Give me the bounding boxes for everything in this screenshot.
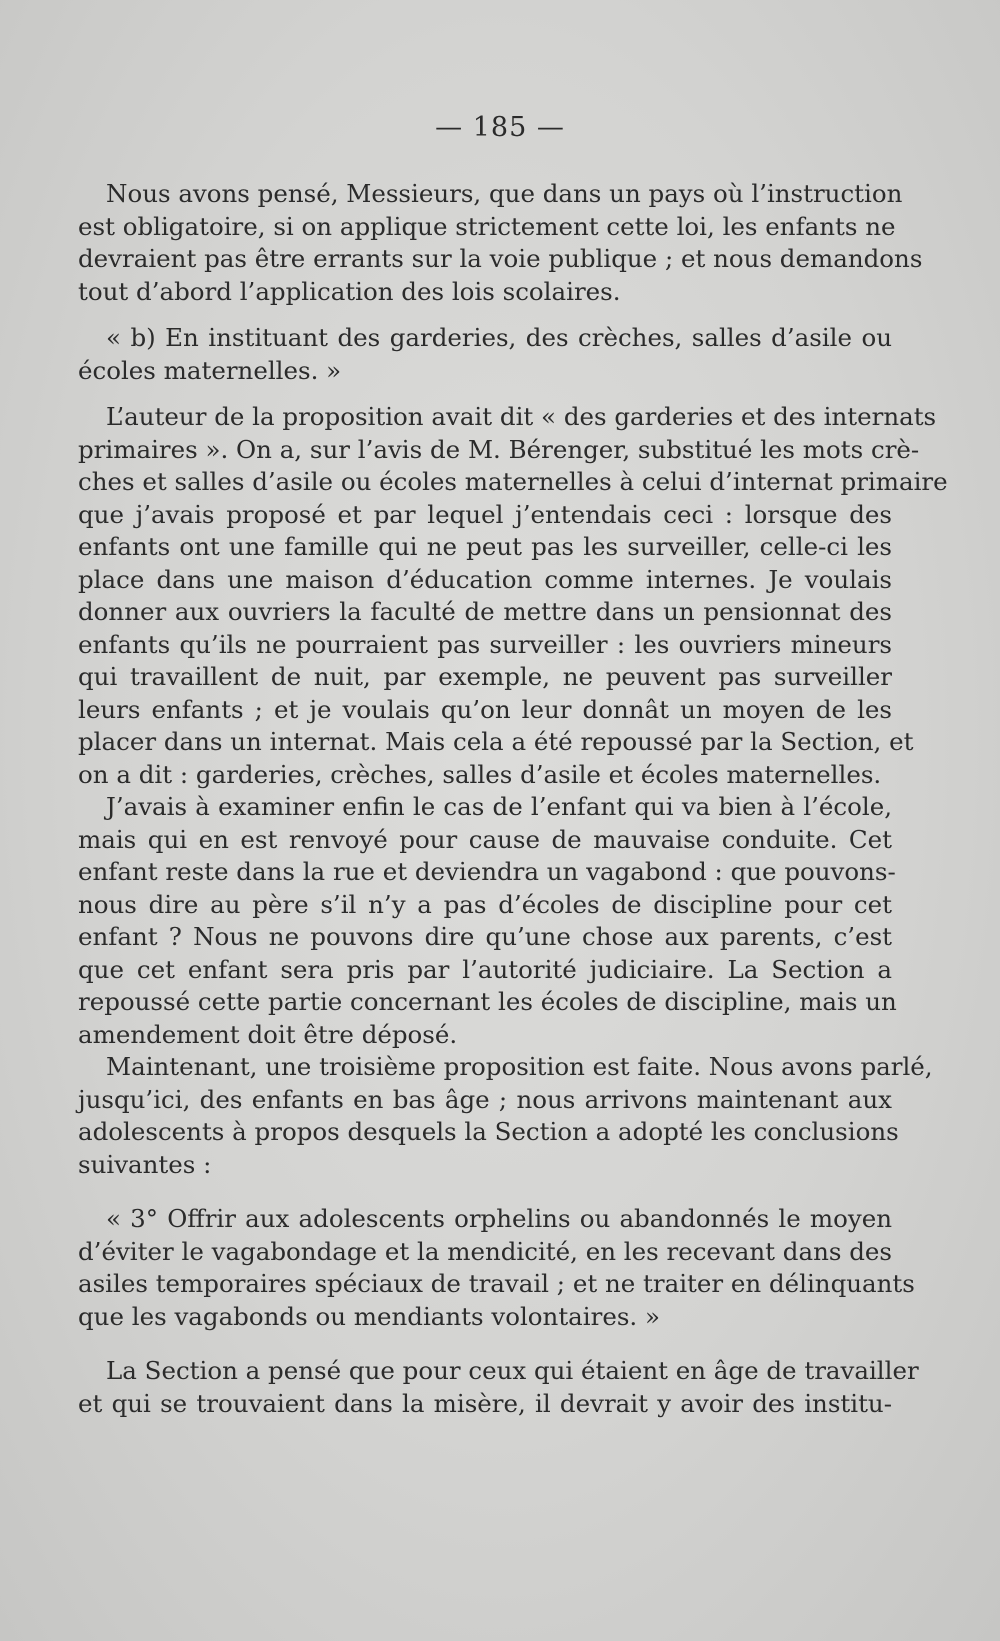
paragraph [78,322,892,387]
text-line: que cet enfant sera pris par l’autorité judiciaire. La Section a [78,954,892,984]
text-line: « 3° Offrir aux adolescents orphelins ou abandonnés le moyen [106,1204,892,1233]
text-line: que les vagabonds ou mendiants volontaires. » [78,1301,660,1331]
text-line: est obligatoire, si on applique strictement cette loi, les enfants ne [78,211,896,241]
paragraph [78,1203,915,1333]
text-line: La Section a pensé que pour ceux qui étaient en âge de travailler [106,1356,919,1385]
text-line: Nous avons pensé, Messieurs, que dans un pays où l’instruction [106,179,903,208]
text-line: adolescents à propos desquels la Section a adopté les conclusions [78,1117,899,1146]
paragraph [78,791,897,1051]
text-line: repoussé cette partie concernant les écoles de discipline, mais un [78,987,897,1016]
text-line: enfant ? Nous ne pouvons dire qu’une chose aux parents, c’est [78,922,892,951]
text-line: ches et salles d’asile ou écoles maternelles à celui d’internat primaire [78,467,948,496]
text-line: amendement doit être déposé. [78,1019,458,1049]
text-line: mais qui en est renvoyé pour cause de mauvaise conduite. Cet [78,824,892,854]
text-line: jusqu’ici, des enfants en bas âge ; nous arrivons maintenant aux [78,1084,892,1114]
text-line: donner aux ouvriers la faculté de mettre dans un pensionnat des [78,597,892,626]
text-line: devraient pas être errants sur la voie publique ; et nous demandons [78,244,923,273]
text-line: écoles maternelles. » [78,355,342,385]
text-line: L’auteur de la proposition avait dit « des garderies et des internats [106,402,937,431]
text-line: que j’avais proposé et par lequel j’entendais ceci : lorsque des [78,499,892,529]
text-line: « b) En instituant des garderies, des crèches, salles d’asile ou [106,323,892,352]
paragraph [78,1355,919,1420]
text-line: qui travaillent de nuit, par exemple, ne peuvent pas surveiller [78,662,892,691]
text-line: tout d’abord l’application des lois scolaires. [78,276,621,306]
text-line: on a dit : garderies, crèches, salles d’asile et écoles maternelles. [78,759,882,789]
text-line: asiles temporaires spéciaux de travail ; et ne traiter en délinquants [78,1269,915,1298]
text-line: primaires ». On a, sur l’avis de M. Bérenger, substitué les mots crè- [78,434,920,464]
page-number: — 185 — [435,112,565,143]
text-line: nous dire au père s’il n’y a pas d’écoles de discipline pour cet [78,889,892,919]
text-line: et qui se trouvaient dans la misère, il devrait y avoir des institu- [78,1388,892,1418]
page-body [78,178,948,1420]
text-line: leurs enfants ; et je voulais qu’on leur donnât un moyen de les [78,694,892,724]
text-line: Maintenant, une troisième proposition est faite. Nous avons parlé, [106,1052,933,1081]
paragraph [78,1051,933,1181]
text-line: enfants ont une famille qui ne peut pas les surveiller, celle-ci les [78,532,892,561]
text-line: placer dans un internat. Mais cela a été repoussé par la Section, et [78,727,914,756]
paragraph [78,401,948,791]
text-line: enfant reste dans la rue et deviendra un vagabond : que pouvons- [78,857,896,886]
text-line: d’éviter le vagabondage et la mendicité, en les recevant dans des [78,1236,892,1266]
text-line: place dans une maison d’éducation comme internes. Je voulais [78,564,892,594]
text-line: enfants qu’ils ne pourraient pas surveiller : les ouvriers mineurs [78,629,892,659]
text-line: suivantes : [78,1149,212,1179]
paragraph [78,178,923,308]
text-line: J’avais à examiner enfin le cas de l’enfant qui va bien à l’école, [106,792,892,821]
